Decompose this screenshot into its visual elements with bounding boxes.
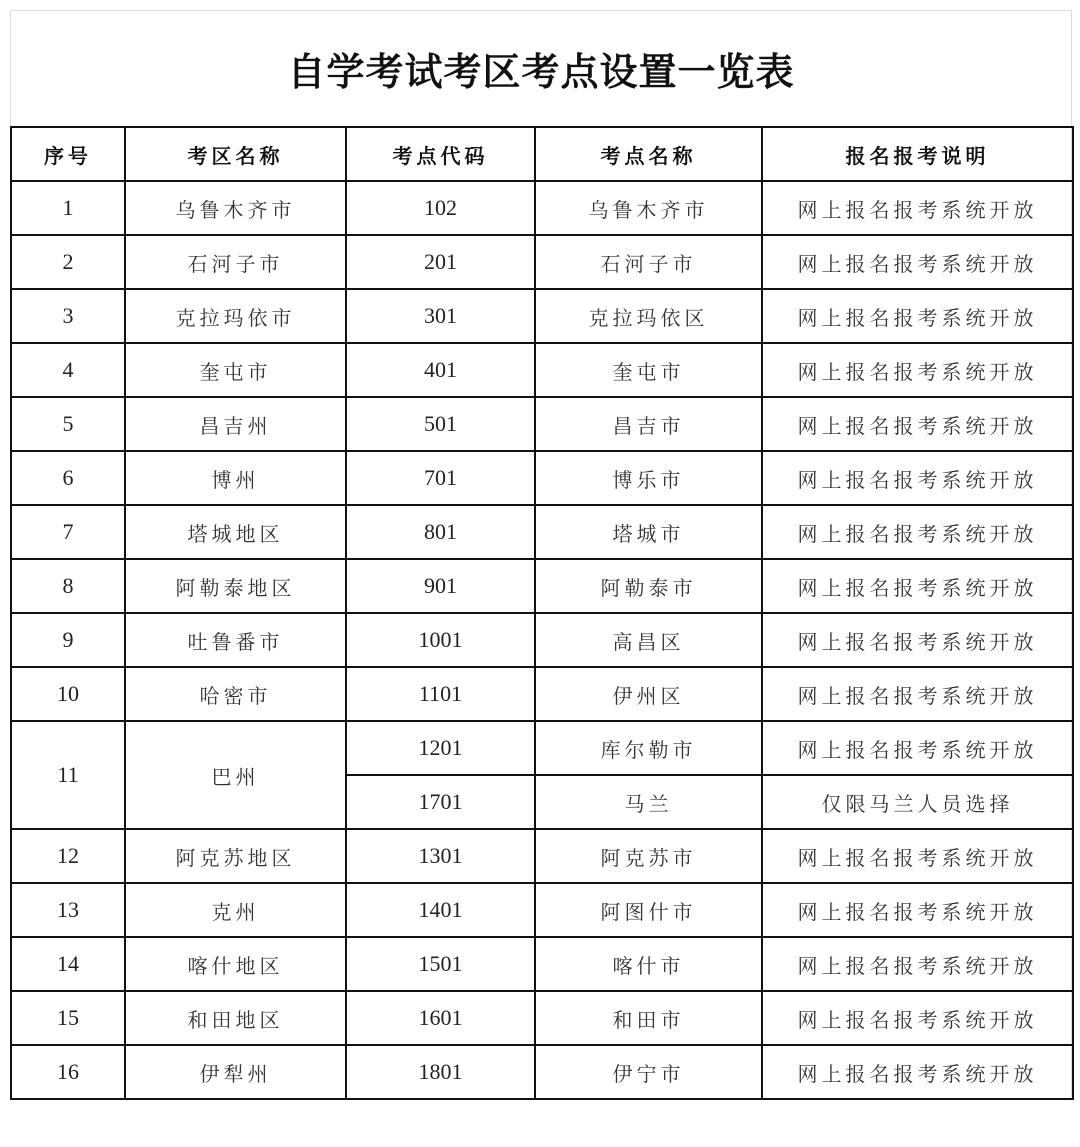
serial-number-cell: 16 [11, 1045, 125, 1099]
serial-number-cell: 9 [11, 613, 125, 667]
registration-note-cell: 网上报名报考系统开放 [762, 505, 1073, 559]
exam-site-table-document [10, 10, 1072, 1100]
registration-note-cell: 网上报名报考系统开放 [762, 1045, 1073, 1099]
site-code-cell: 901 [346, 559, 535, 613]
table-row [11, 829, 1073, 883]
serial-number-cell: 11 [11, 721, 125, 829]
serial-number-cell: 6 [11, 451, 125, 505]
table-row [11, 181, 1073, 235]
serial-number-cell: 12 [11, 829, 125, 883]
registration-note-cell: 网上报名报考系统开放 [762, 235, 1073, 289]
site-code-cell: 1801 [346, 1045, 535, 1099]
header-site-name: 考点名称 [535, 127, 762, 181]
header-site-code: 考点代码 [346, 127, 535, 181]
table-row [11, 559, 1073, 613]
site-code-cell: 201 [346, 235, 535, 289]
serial-number-cell: 8 [11, 559, 125, 613]
site-code-cell: 401 [346, 343, 535, 397]
region-name-cell: 和田地区 [125, 991, 346, 1045]
table-row [11, 343, 1073, 397]
site-name-cell: 和田市 [535, 991, 762, 1045]
registration-note-cell: 网上报名报考系统开放 [762, 559, 1073, 613]
site-code-cell: 1301 [346, 829, 535, 883]
site-code-cell: 701 [346, 451, 535, 505]
site-code-cell: 1001 [346, 613, 535, 667]
registration-note-cell: 网上报名报考系统开放 [762, 397, 1073, 451]
site-code-cell: 1501 [346, 937, 535, 991]
site-code-cell: 1701 [346, 775, 535, 829]
site-code-cell: 1101 [346, 667, 535, 721]
serial-number-cell: 10 [11, 667, 125, 721]
region-name-cell: 巴州 [125, 721, 346, 829]
region-name-cell: 乌鲁木齐市 [125, 181, 346, 235]
region-name-cell: 喀什地区 [125, 937, 346, 991]
header-region-name: 考区名称 [125, 127, 346, 181]
table-row [11, 613, 1073, 667]
site-name-cell: 博乐市 [535, 451, 762, 505]
table-row [11, 451, 1073, 505]
registration-note-cell: 网上报名报考系统开放 [762, 991, 1073, 1045]
site-code-cell: 301 [346, 289, 535, 343]
site-name-cell: 库尔勒市 [535, 721, 762, 775]
registration-note-cell: 网上报名报考系统开放 [762, 289, 1073, 343]
header-registration-note: 报名报考说明 [762, 127, 1073, 181]
page-title: 自学考试考区考点设置一览表 [287, 49, 795, 94]
table-row [11, 883, 1073, 937]
serial-number-cell: 3 [11, 289, 125, 343]
registration-note-cell: 网上报名报考系统开放 [762, 613, 1073, 667]
region-name-cell: 塔城地区 [125, 505, 346, 559]
site-name-cell: 阿勒泰市 [535, 559, 762, 613]
registration-note-cell: 网上报名报考系统开放 [762, 937, 1073, 991]
site-code-cell: 1201 [346, 721, 535, 775]
registration-note-cell: 仅限马兰人员选择 [762, 775, 1073, 829]
registration-note-cell: 网上报名报考系统开放 [762, 667, 1073, 721]
registration-note-cell: 网上报名报考系统开放 [762, 181, 1073, 235]
site-name-cell: 阿克苏市 [535, 829, 762, 883]
site-name-cell: 喀什市 [535, 937, 762, 991]
region-name-cell: 阿克苏地区 [125, 829, 346, 883]
exam-site-table [10, 126, 1074, 1100]
site-code-cell: 801 [346, 505, 535, 559]
table-row [11, 721, 1073, 775]
serial-number-cell: 15 [11, 991, 125, 1045]
region-name-cell: 吐鲁番市 [125, 613, 346, 667]
region-name-cell: 博州 [125, 451, 346, 505]
site-code-cell: 102 [346, 181, 535, 235]
site-name-cell: 伊州区 [535, 667, 762, 721]
table-row [11, 289, 1073, 343]
region-name-cell: 克州 [125, 883, 346, 937]
region-name-cell: 伊犁州 [125, 1045, 346, 1099]
site-code-cell: 1601 [346, 991, 535, 1045]
registration-note-cell: 网上报名报考系统开放 [762, 721, 1073, 775]
site-name-cell: 昌吉市 [535, 397, 762, 451]
serial-number-cell: 5 [11, 397, 125, 451]
table-row [11, 667, 1073, 721]
region-name-cell: 奎屯市 [125, 343, 346, 397]
serial-number-cell: 1 [11, 181, 125, 235]
table-header-row [11, 127, 1073, 181]
table-row [11, 235, 1073, 289]
region-name-cell: 昌吉州 [125, 397, 346, 451]
serial-number-cell: 2 [11, 235, 125, 289]
region-name-cell: 哈密市 [125, 667, 346, 721]
site-name-cell: 克拉玛依区 [535, 289, 762, 343]
site-name-cell: 马兰 [535, 775, 762, 829]
site-name-cell: 塔城市 [535, 505, 762, 559]
registration-note-cell: 网上报名报考系统开放 [762, 343, 1073, 397]
site-name-cell: 石河子市 [535, 235, 762, 289]
site-code-cell: 501 [346, 397, 535, 451]
table-row [11, 937, 1073, 991]
region-name-cell: 石河子市 [125, 235, 346, 289]
serial-number-cell: 7 [11, 505, 125, 559]
serial-number-cell: 4 [11, 343, 125, 397]
site-name-cell: 乌鲁木齐市 [535, 181, 762, 235]
serial-number-cell: 14 [11, 937, 125, 991]
site-name-cell: 伊宁市 [535, 1045, 762, 1099]
registration-note-cell: 网上报名报考系统开放 [762, 883, 1073, 937]
registration-note-cell: 网上报名报考系统开放 [762, 829, 1073, 883]
site-code-cell: 1401 [346, 883, 535, 937]
site-name-cell: 阿图什市 [535, 883, 762, 937]
table-row [11, 1045, 1073, 1099]
table-row [11, 505, 1073, 559]
region-name-cell: 阿勒泰地区 [125, 559, 346, 613]
table-row [11, 991, 1073, 1045]
site-name-cell: 奎屯市 [535, 343, 762, 397]
serial-number-cell: 13 [11, 883, 125, 937]
site-name-cell: 高昌区 [535, 613, 762, 667]
header-serial: 序号 [11, 127, 125, 181]
registration-note-cell: 网上报名报考系统开放 [762, 451, 1073, 505]
table-row [11, 397, 1073, 451]
region-name-cell: 克拉玛依市 [125, 289, 346, 343]
